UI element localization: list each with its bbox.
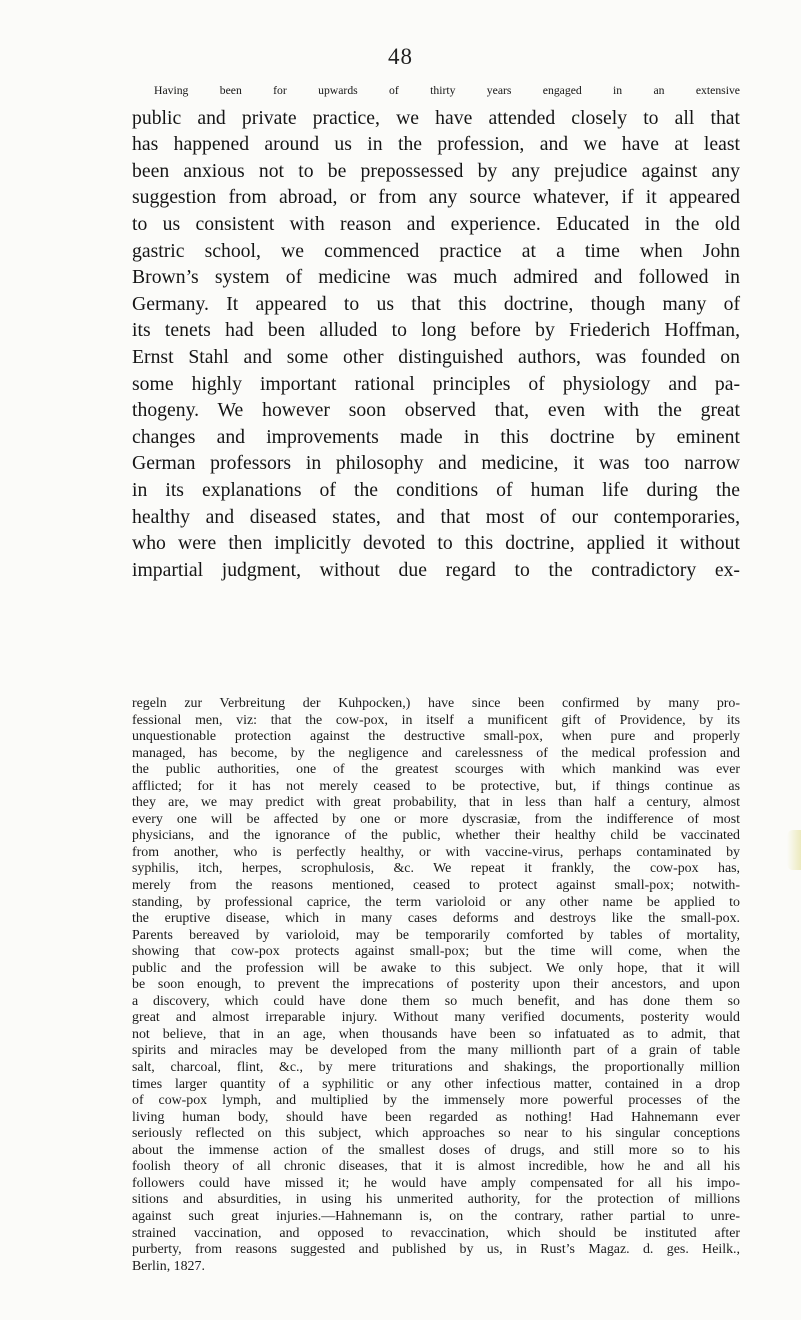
footnote-line: merely from the reasons mentioned, ceased to protect against small-pox; notwith-: [132, 878, 740, 894]
footnote-line: a discovery, which could have done them so much benefit, and has done them so: [132, 993, 740, 1009]
footnote-line: managed, has become, by the negligence and carelessness of the medical profession and: [132, 745, 740, 761]
main-text-line: in its explanations of the conditions of human life during the: [132, 478, 740, 501]
footnote-line: against such great injuries.—Hahnemann is, on the contrary, rather partial to unre-: [132, 1208, 740, 1224]
main-text-line: Germany. It appeared to us that this doctrine, though many of: [132, 292, 740, 315]
main-text-line: has happened around us in the profession, and we have at least: [132, 133, 740, 156]
footnote-line: public and the profession will be awake to this subject. We only hope, that it will: [132, 960, 740, 976]
footnote-line: from another, who is perfectly healthy, or with vaccine-virus, perhaps contaminated by: [132, 844, 740, 860]
main-text-line: its tenets had been alluded to long before by Friederich Hoffman,: [132, 319, 740, 342]
footnote-line: syphilis, itch, herpes, scrophulosis, &c. We repeat it frankly, the cow-pox has,: [132, 861, 740, 877]
main-text-line: to us consistent with reason and experience. Educated in the old: [132, 212, 740, 235]
footnote-line: Berlin, 1827.: [132, 1258, 205, 1274]
footnote-line: followers could have missed it; he would have amply compensated for all his impo-: [132, 1175, 740, 1191]
footnote-line: great and almost irreparable injury. Without many verified documents, posterity would: [132, 1010, 740, 1026]
footnote-line: they are, we may predict with great probability, that in less than half a century, almost: [132, 795, 740, 811]
main-text-line: some highly important rational principles of physiology and pa-: [132, 372, 740, 395]
main-text-line: gastric school, we commenced practice at a time when John: [132, 239, 740, 262]
footnote-line: seriously reflected on this subject, which approaches so near to his singular conceptions: [132, 1126, 740, 1142]
main-body-paragraph: [132, 78, 740, 583]
footnote-line: afflicted; for it has not merely ceased to be protective, but, if things continue as: [132, 778, 740, 794]
footnote-line: spirits and miracles may be developed from the many millionth part of a grain of table: [132, 1043, 740, 1059]
footnote-line: standing, by professional caprice, the term varioloid or any other name be applied to: [132, 894, 740, 910]
footnote-line: strained vaccination, and opposed to revaccination, which should be instituted after: [132, 1225, 740, 1241]
main-text-line: healthy and diseased states, and that most of our contemporaries,: [132, 505, 740, 528]
main-text-line: impartial judgment, without due regard to the contradictory ex-: [132, 558, 740, 581]
main-text-line: Ernst Stahl and some other distinguished authors, was founded on: [132, 345, 740, 368]
footnote-line: about the immense action of the smallest doses of drugs, and still more so to his: [132, 1142, 740, 1158]
footnote-line: not believe, that in an age, when thousands have been so infatuated as to admit, that: [132, 1026, 740, 1042]
footnote-line: regeln zur Verbreitung der Kuhpocken,) have since been confirmed by many pro-: [132, 696, 740, 711]
footnote-line: the public authorities, one of the greatest scourges with which mankind was ever: [132, 762, 740, 778]
footnote-line: living human body, should have been regarded as nothing! Had Hahnemann ever: [132, 1109, 740, 1125]
footnote-line: unquestionable protection against the destructive small-pox, when pure and properly: [132, 729, 740, 745]
main-text-line: who were then implicitly devoted to this doctrine, applied it without: [132, 532, 740, 555]
footnote-line: fessional men, viz: that the cow-pox, in itself a munificent gift of Providence, by its: [132, 712, 740, 728]
main-text-line: thogeny. We however soon observed that, even with the great: [132, 399, 740, 422]
main-text-line: German professors in philosophy and medicine, it was too narrow: [132, 452, 740, 475]
main-text-line: changes and improvements made in this doctrine by eminent: [132, 425, 740, 448]
footnote-line: physicians, and the ignorance of the public, whether their healthy child be vaccinated: [132, 828, 740, 844]
footnote-line: the eruptive disease, which in many cases deforms and destroys like the small-pox.: [132, 911, 740, 927]
footnote-line: purberty, from reasons suggested and published by us, in Rust’s Magaz. d. ges. Heilk.,: [132, 1242, 740, 1258]
footnote-line: salt, charcoal, flint, &c., by mere triturations and shakings, the proportionally million: [132, 1060, 740, 1076]
footnote-line: times larger quantity of a syphilitic or any other infectious matter, contained in a drop: [132, 1076, 740, 1092]
footnote-text: [132, 696, 740, 1275]
page-number: 48: [388, 44, 413, 69]
footnote-line: every one will be affected by one or more dyscrasiæ, from the indifference of most: [132, 811, 740, 827]
main-text-line: suggestion from abroad, or from any source whatever, if it appeared: [132, 186, 740, 209]
main-text-line: been anxious not to be prepossessed by any prejudice against any: [132, 159, 740, 182]
page-edge-stain: [787, 830, 801, 870]
footnote-line: Parents bereaved by varioloid, may be temporarily comforted by tables of mortality,: [132, 927, 740, 943]
footnote-line: be soon enough, to prevent the imprecations of posterity upon their ancestors, and upon: [132, 977, 740, 993]
footnote-line: foolish theory of all chronic diseases, that it is almost incredible, how he and all his: [132, 1159, 740, 1175]
main-text-line: public and private practice, we have attended closely to all that: [132, 106, 740, 129]
main-text-line: Having been for upwards of thirty years engaged in an extensive: [154, 84, 740, 97]
footnote-line: of cow-pox lymph, and multiplied by the immensely more powerful processes of the: [132, 1093, 740, 1109]
footnote-line: sitions and absurdities, in using his unmerited authority, for the protection of millions: [132, 1192, 740, 1208]
main-text-line: Brown’s system of medicine was much admired and followed in: [132, 266, 740, 289]
footnote-line: showing that cow-pox protects against small-pox; but the time will come, when the: [132, 944, 740, 960]
